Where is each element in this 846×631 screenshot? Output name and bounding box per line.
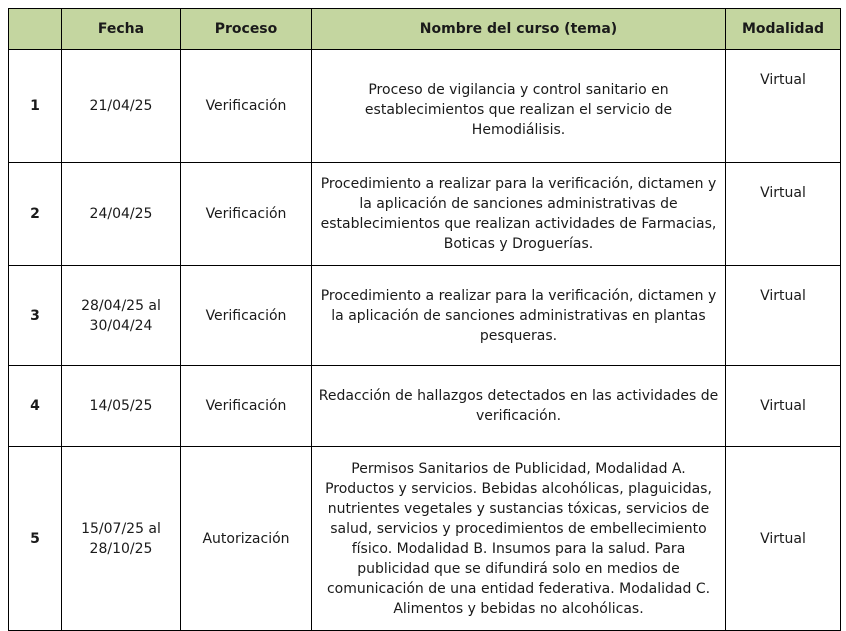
table-row xyxy=(9,447,841,631)
row-number: 2 xyxy=(9,163,62,266)
row-number: 1 xyxy=(9,50,62,163)
header-num xyxy=(9,9,62,50)
row-modalidad: Virtual xyxy=(726,447,841,631)
row-proceso: Verificación xyxy=(181,50,312,163)
row-number: 3 xyxy=(9,266,62,366)
row-proceso: Verificación xyxy=(181,163,312,266)
row-fecha: 28/04/25 al 30/04/24 xyxy=(62,266,181,366)
row-tema: Permisos Sanitarios de Publicidad, Modalidad A. Productos y servicios. Bebidas alcohólicas, plaguicidas, nutrientes vegetales y sustancias tóxicas, servicios de salud, servicios y procedimientos de embellecimiento físico. Modalidad B. Insumos para la salud. Para publicidad que se difundirá solo en medios de comunicación de una entidad federativa. Modalidad C. Alimentos y bebidas no alcohólicas. xyxy=(312,447,726,631)
row-fecha: 15/07/25 al 28/10/25 xyxy=(62,447,181,631)
header-fecha: Fecha xyxy=(62,9,181,50)
row-modalidad: Virtual xyxy=(726,366,841,447)
row-fecha: 24/04/25 xyxy=(62,163,181,266)
row-number: 5 xyxy=(9,447,62,631)
row-tema: Procedimiento a realizar para la verificación, dictamen y la aplicación de sanciones administrativas de establecimientos que realizan actividades de Farmacias, Boticas y Droguerías. xyxy=(312,163,726,266)
row-modalidad: Virtual xyxy=(726,163,841,266)
header-modalidad: Modalidad xyxy=(726,9,841,50)
row-tema: Proceso de vigilancia y control sanitario en establecimientos que realizan el servicio de Hemodiálisis. xyxy=(312,50,726,163)
table-header xyxy=(9,9,841,50)
row-modalidad: Virtual xyxy=(726,50,841,163)
row-proceso: Verificación xyxy=(181,266,312,366)
header-proceso: Proceso xyxy=(181,9,312,50)
table-row xyxy=(9,366,841,447)
row-proceso: Verificación xyxy=(181,366,312,447)
header-row xyxy=(9,9,841,50)
table-body xyxy=(9,50,841,631)
row-number: 4 xyxy=(9,366,62,447)
row-proceso: Autorización xyxy=(181,447,312,631)
row-modalidad: Virtual xyxy=(726,266,841,366)
table-row xyxy=(9,50,841,163)
table-row xyxy=(9,163,841,266)
table-row xyxy=(9,266,841,366)
row-tema: Procedimiento a realizar para la verificación, dictamen y la aplicación de sanciones administrativas en plantas pesqueras. xyxy=(312,266,726,366)
courses-table xyxy=(8,8,841,631)
header-tema: Nombre del curso (tema) xyxy=(312,9,726,50)
row-tema: Redacción de hallazgos detectados en las actividades de verificación. xyxy=(312,366,726,447)
row-fecha: 14/05/25 xyxy=(62,366,181,447)
row-fecha: 21/04/25 xyxy=(62,50,181,163)
